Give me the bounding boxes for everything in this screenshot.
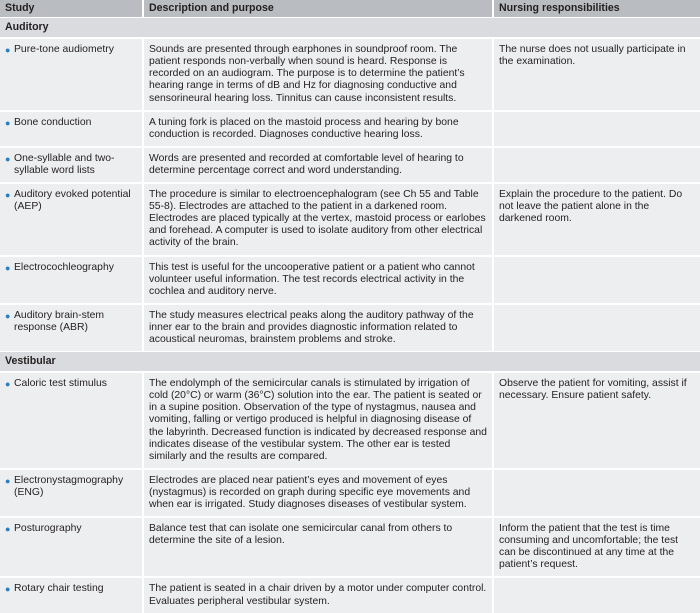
table-row — [0, 183, 700, 255]
study-cell: ● One-syllable and two-syllable word lists — [0, 147, 143, 183]
description-cell: The procedure is similar to electroencephalogram (see Ch 55 and Table 55-8). Electrodes are attached to the patient in a darkened room. Electrodes are placed typically at the vertex, mastoid process or earlobes and forehead. A computer is used to isolate auditory from other electrical activity of the brain. — [143, 183, 493, 255]
study-cell: ● Caloric test stimulus — [0, 372, 143, 469]
bullet-icon: ● — [5, 117, 11, 128]
study-cell: ● Electrocochleography — [0, 256, 143, 304]
description-cell: Balance test that can isolate one semicircular canal from others to determine the site of a lesion. — [143, 517, 493, 577]
table-row — [0, 256, 700, 304]
description-cell: The patient is seated in a chair driven by a motor under computer control. Evaluates peripheral vestibular system. — [143, 577, 493, 612]
bullet-icon: ● — [5, 190, 11, 201]
description-cell: Electrodes are placed near patient’s eyes and movement of eyes (nystagmus) is recorded on graph during specific eye movements and when ear is irrigated. Study diagnoses diseases of vestibular system. — [143, 469, 493, 517]
table-row — [0, 38, 700, 110]
study-cell: ● Bone conduction — [0, 111, 143, 147]
nursing-cell — [493, 469, 700, 517]
nursing-cell: Explain the procedure to the patient. Do not leave the patient alone in the darkened room. — [493, 183, 700, 255]
header-nursing: Nursing responsibilities — [493, 0, 700, 18]
table-row — [0, 147, 700, 183]
header-study: Study — [0, 0, 143, 18]
description-cell: This test is useful for the uncooperative patient or a patient who cannot volunteer useful information. The test records electrical activity in the cochlea and auditory nerve. — [143, 256, 493, 304]
description-cell: The study measures electrical peaks along the auditory pathway of the inner ear to the brain and provides diagnostic information related to acoustical neuromas, brainstem problems and stroke. — [143, 304, 493, 352]
nursing-cell: Inform the patient that the test is time consuming and uncomfortable; the test can be discontinued at any time at the patient’s request. — [493, 517, 700, 577]
study-cell: ● Rotary chair testing — [0, 577, 143, 612]
section-header-auditory — [0, 18, 700, 39]
description-cell: Sounds are presented through earphones in soundproof room. The patient responds non-verbally when sound is heard. Response is recorded on an audiogram. The purpose is to determine the patient’s hearing range in terms of dB and Hz for diagnosing conductive and sensorineural hearing loss. Tinnitus can cause inconsistent results. — [143, 38, 493, 110]
study-cell: ● Posturography — [0, 517, 143, 577]
table-row — [0, 111, 700, 147]
nursing-cell — [493, 147, 700, 183]
description-cell: Words are presented and recorded at comfortable level of hearing to determine percentage correct and word understanding. — [143, 147, 493, 183]
study-cell: ● Auditory evoked potential (AEP) — [0, 183, 143, 255]
nursing-cell: Observe the patient for vomiting, assist if necessary. Ensure patient safety. — [493, 372, 700, 469]
study-cell: ● Pure-tone audiometry — [0, 38, 143, 110]
nursing-cell — [493, 304, 700, 352]
study-cell: ● Electronystagmography (ENG) — [0, 469, 143, 517]
bullet-icon: ● — [5, 262, 11, 273]
section-header-vestibular — [0, 352, 700, 373]
description-cell: The endolymph of the semicircular canals is stimulated by irrigation of cold (20°C) or warm (36°C) solution into the ear. The patient is seated or in a supine position. Observation of the type of nystagmus, nausea and vomiting, falling or vertigo produced is helpful in diagnosing disease of the labyrinth. Decreased function is indicated by decreased response and indicates disease of the vestibular system. The other ear is tested similarly and the results are compared. — [143, 372, 493, 469]
study-cell: ● Auditory brain-stem response (ABR) — [0, 304, 143, 352]
bullet-icon: ● — [5, 379, 11, 390]
nursing-cell: The nurse does not usually participate in the examination. — [493, 38, 700, 110]
bullet-icon: ● — [5, 153, 11, 164]
table-row — [0, 517, 700, 577]
bullet-icon: ● — [5, 45, 11, 56]
nursing-cell — [493, 111, 700, 147]
table-row — [0, 577, 700, 612]
table-row — [0, 372, 700, 469]
bullet-icon: ● — [5, 475, 11, 486]
section-title: Vestibular — [0, 352, 700, 373]
bullet-icon: ● — [5, 524, 11, 535]
header-description: Description and purpose — [143, 0, 493, 18]
header-row — [0, 0, 700, 18]
table-row — [0, 469, 700, 517]
description-cell: A tuning fork is placed on the mastoid process and hearing by bone conduction is recorded. Diagnoses conductive hearing loss. — [143, 111, 493, 147]
bullet-icon: ● — [5, 310, 11, 321]
bullet-icon: ● — [5, 584, 11, 595]
table-row — [0, 304, 700, 352]
nursing-cell — [493, 577, 700, 612]
section-title: Auditory — [0, 18, 700, 39]
nursing-cell — [493, 256, 700, 304]
